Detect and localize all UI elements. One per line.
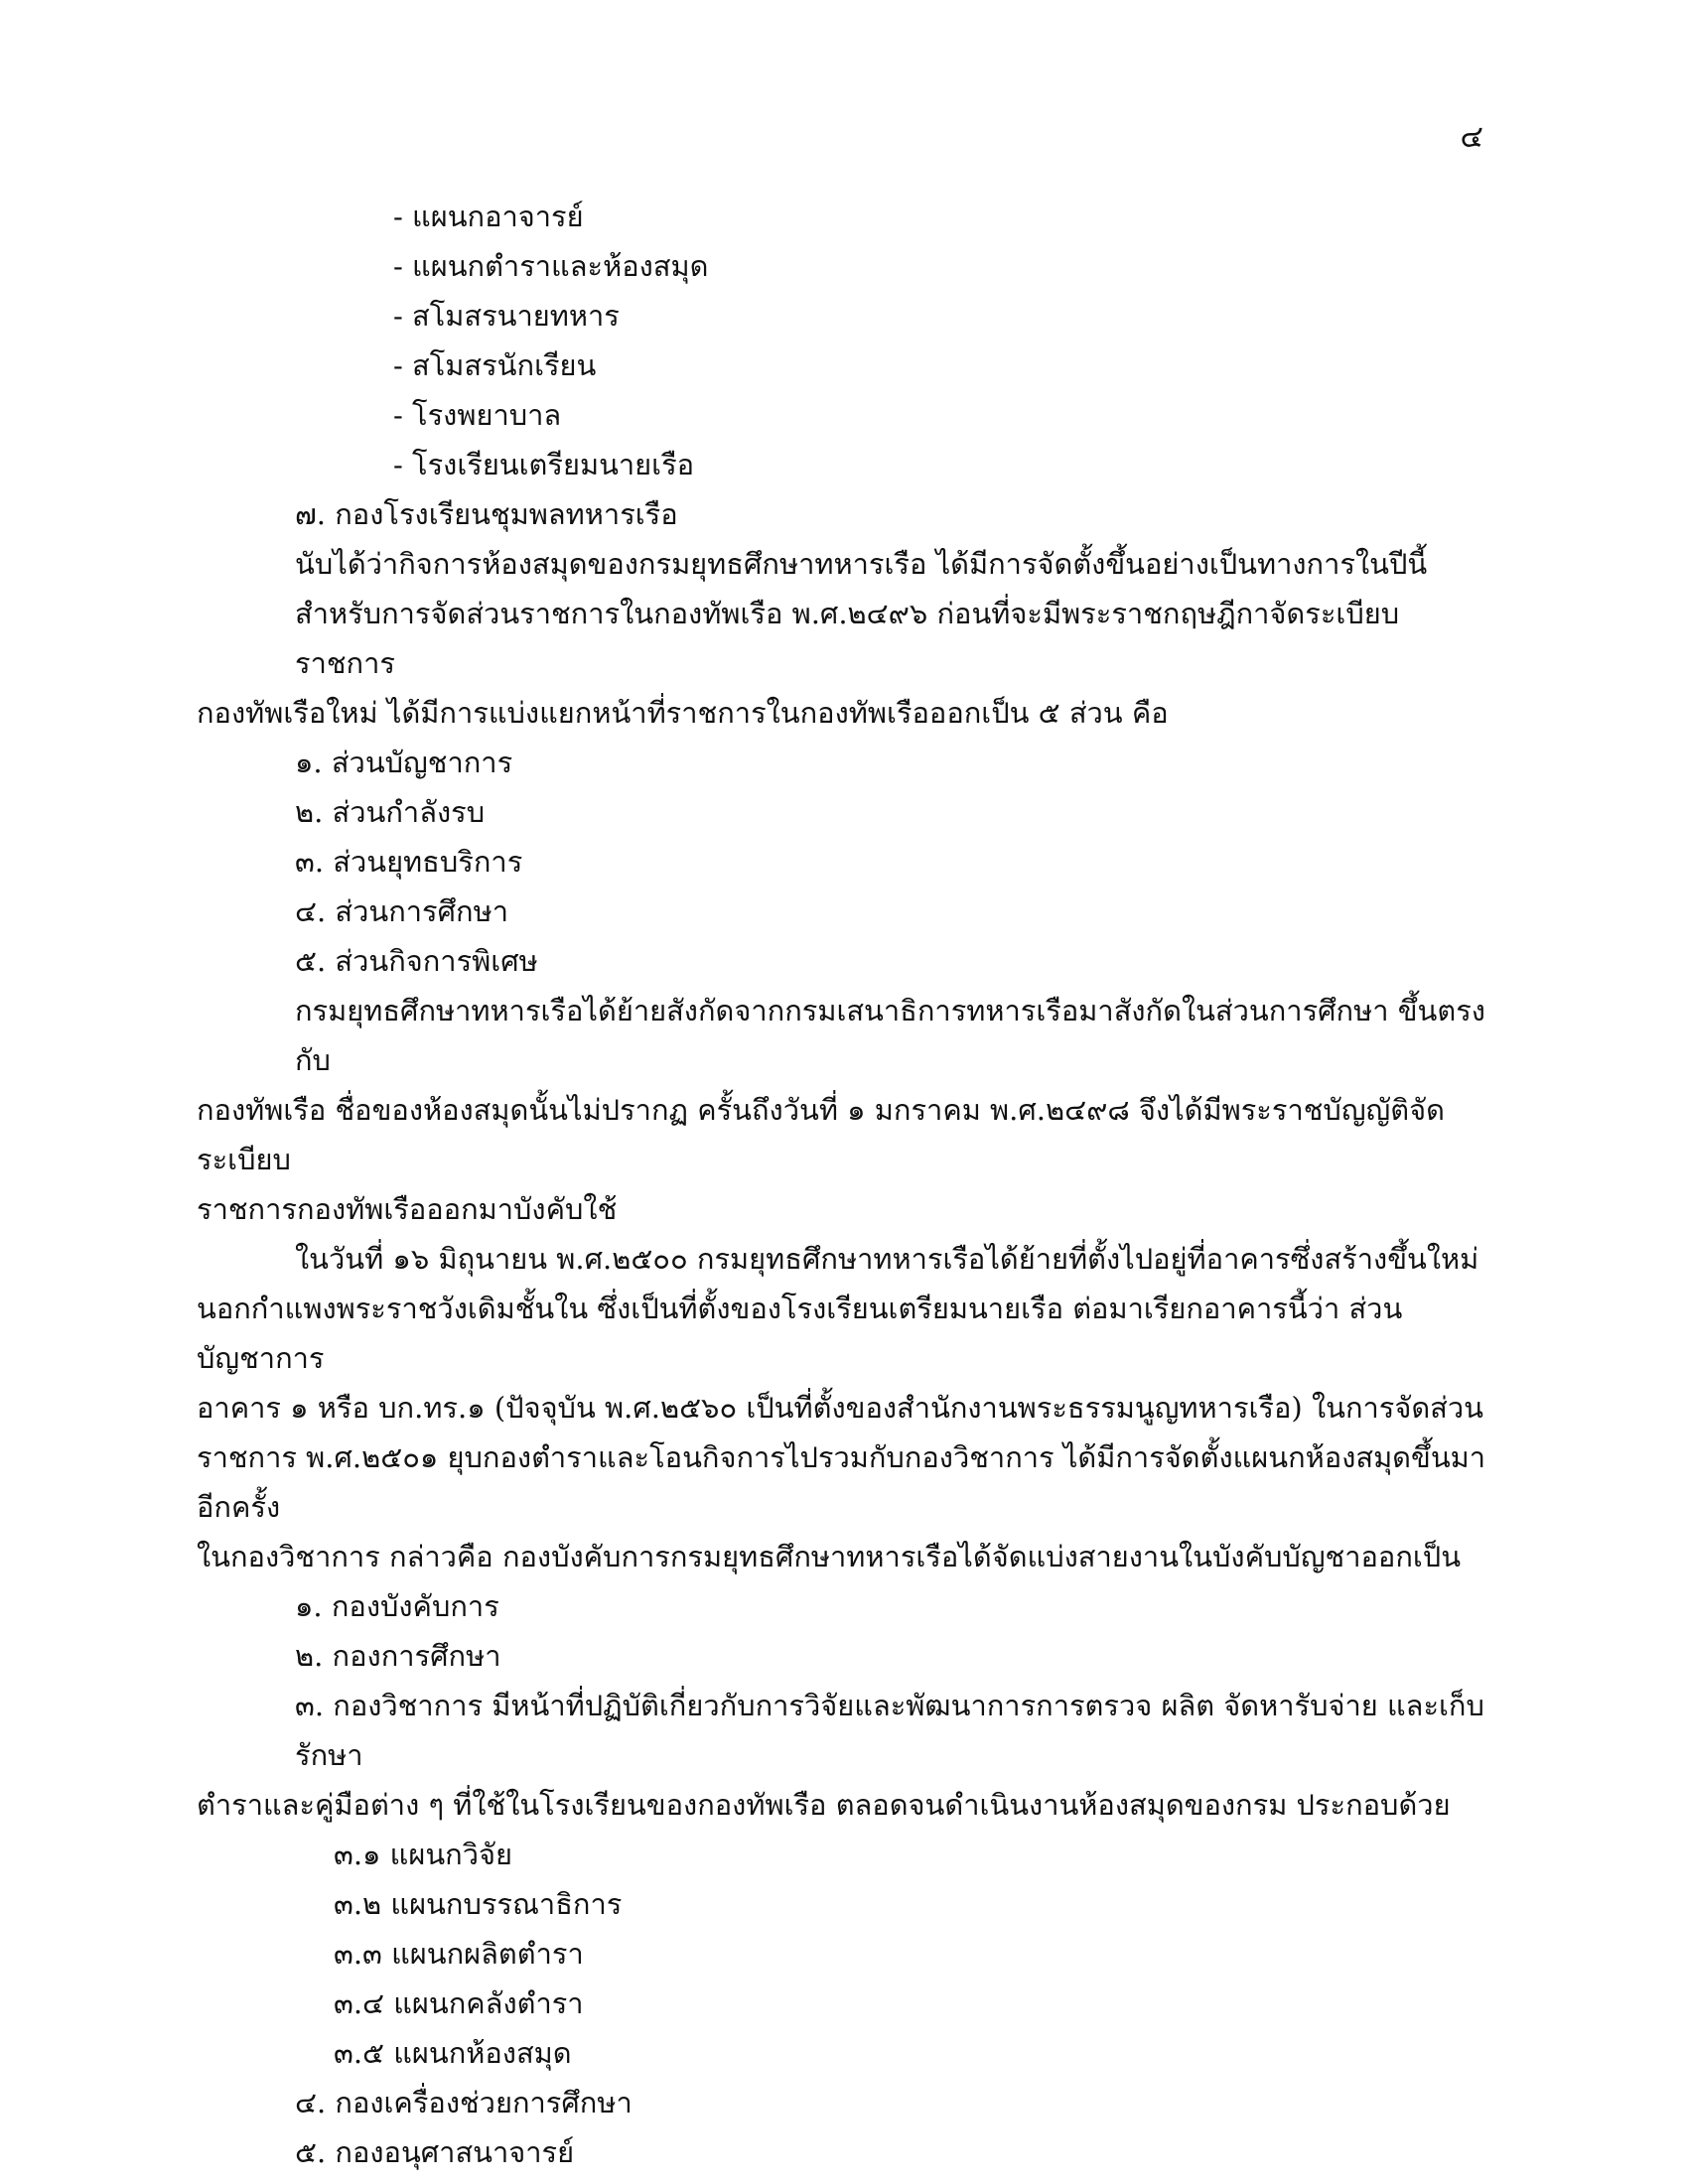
sub-list-item: ๓.๒ แผนกบรรณาธิการ	[334, 1887, 623, 1921]
list-item: - โรงพยาบาล	[393, 398, 562, 432]
list-item: ๗. กองโรงเรียนชุมพลทหารเรือ	[295, 497, 678, 531]
list-item: ๔. กองเครื่องช่วยการศึกษา	[295, 2086, 633, 2119]
paragraph-line: กองทัพเรือใหม่ ได้มีการแบ่งแยกหน้าที่ราชการในกองทัพเรือออกเป็น ๕ ส่วน คือ	[197, 696, 1169, 730]
list-item: ๒. กองการศึกษา	[295, 1639, 501, 1673]
sub-list-item: ๓.๕ แผนกห้องสมุด	[334, 2036, 572, 2070]
list-item: ๕. ส่วนกิจการพิเศษ	[295, 944, 538, 978]
list-item: - แผนกตำราและห้องสมุด	[393, 249, 709, 283]
paragraph-line: อาคาร ๑ หรือ บก.ทร.๑ (ปัจจุบัน พ.ศ.๒๕๖๐ เป็นที่ตั้งของสำนักงานพระธรรมนูญทหารเรือ) ในการจัดส่วน	[197, 1391, 1483, 1425]
list-item: - โรงเรียนเตรียมนายเรือ	[393, 448, 695, 481]
list-item: ๕. กองอนุศาสนาจารย์	[295, 2135, 575, 2169]
list-item: ๑. กองบังคับการ	[295, 1589, 499, 1623]
document-body	[197, 192, 1493, 2177]
list-item: - สโมสรนักเรียน	[393, 348, 597, 382]
sub-list-item: ๓.๔ แผนกคลังตำรา	[334, 1986, 584, 2020]
list-item: ๑. ส่วนบัญชาการ	[295, 746, 513, 779]
paragraph-line: ราชการ พ.ศ.๒๕๐๑ ยุบกองตำราและโอนกิจการไปรวมกับกองวิชาการ ได้มีการจัดตั้งแผนกห้องสมุดขึ้นมาอีกครั้ง	[197, 1440, 1486, 1524]
paragraph: นับได้ว่ากิจการห้องสมุดของกรมยุทธศึกษาทหารเรือ ได้มีการจัดตั้งขึ้นอย่างเป็นทางการในปีนี้	[295, 547, 1428, 581]
paragraph-line: ในวันที่ ๑๖ มิถุนายน พ.ศ.๒๕๐๐ กรมยุทธศึกษาทหารเรือได้ย้ายที่ตั้งไปอยู่ที่อาคารซึ่งสร้างขึ้นใหม่	[295, 1242, 1479, 1276]
list-item: ๔. ส่วนการศึกษา	[295, 894, 508, 928]
paragraph-line: กรมยุทธศึกษาทหารเรือได้ย้ายสังกัดจากกรมเสนาธิการทหารเรือมาสังกัดในส่วนการศึกษา ขึ้นตรงกับ	[295, 994, 1485, 1077]
list-item: - สโมสรนายทหาร	[393, 299, 620, 333]
list-item: ๒. ส่วนกำลังรบ	[295, 795, 486, 829]
paragraph-line: ตำราและคู่มือต่าง ๆ ที่ใช้ในโรงเรียนของกองทัพเรือ ตลอดจนดำเนินงานห้องสมุดของกรม ประกอบด้วย	[197, 1788, 1451, 1822]
sub-list-item: ๓.๓ แผนกผลิตตำรา	[334, 1937, 584, 1971]
list-item: - แผนกอาจารย์	[393, 200, 584, 233]
list-item: ๓. ส่วนยุทธบริการ	[295, 845, 523, 879]
paragraph-line: ในกองวิชาการ กล่าวคือ กองบังคับการกรมยุทธศึกษาทหารเรือได้จัดแบ่งสายงานในบังคับบัญชาออกเป็น	[197, 1540, 1462, 1573]
page-number: ๔	[1460, 119, 1483, 155]
paragraph-line: กองทัพเรือ ชื่อของห้องสมุดนั้นไม่ปรากฏ ครั้นถึงวันที่ ๑ มกราคม พ.ศ.๒๔๙๘ จึงได้มีพระราชบัญญัติจัดระเบียบ	[197, 1093, 1445, 1176]
paragraph-line: ราชการกองทัพเรือออกมาบังคับใช้	[197, 1192, 618, 1226]
sub-list-item: ๓.๑ แผนกวิจัย	[334, 1838, 513, 1871]
paragraph-line: นอกกำแพงพระราชวังเดิมชั้นใน ซึ่งเป็นที่ตั้งของโรงเรียนเตรียมนายเรือ ต่อมาเรียกอาคารนี้ว่า ส่วนบัญชาการ	[197, 1292, 1403, 1375]
paragraph-line: ๓. กองวิชาการ มีหน้าที่ปฏิบัติเกี่ยวกับการวิจัยและพัฒนาการการตรวจ ผลิต จัดหารับจ่าย และเก็บรักษา	[295, 1689, 1484, 1772]
paragraph-line: สำหรับการจัดส่วนราชการในกองทัพเรือ พ.ศ.๒๔๙๖ ก่อนที่จะมีพระราชกฤษฎีกาจัดระเบียบราชการ	[295, 597, 1400, 680]
